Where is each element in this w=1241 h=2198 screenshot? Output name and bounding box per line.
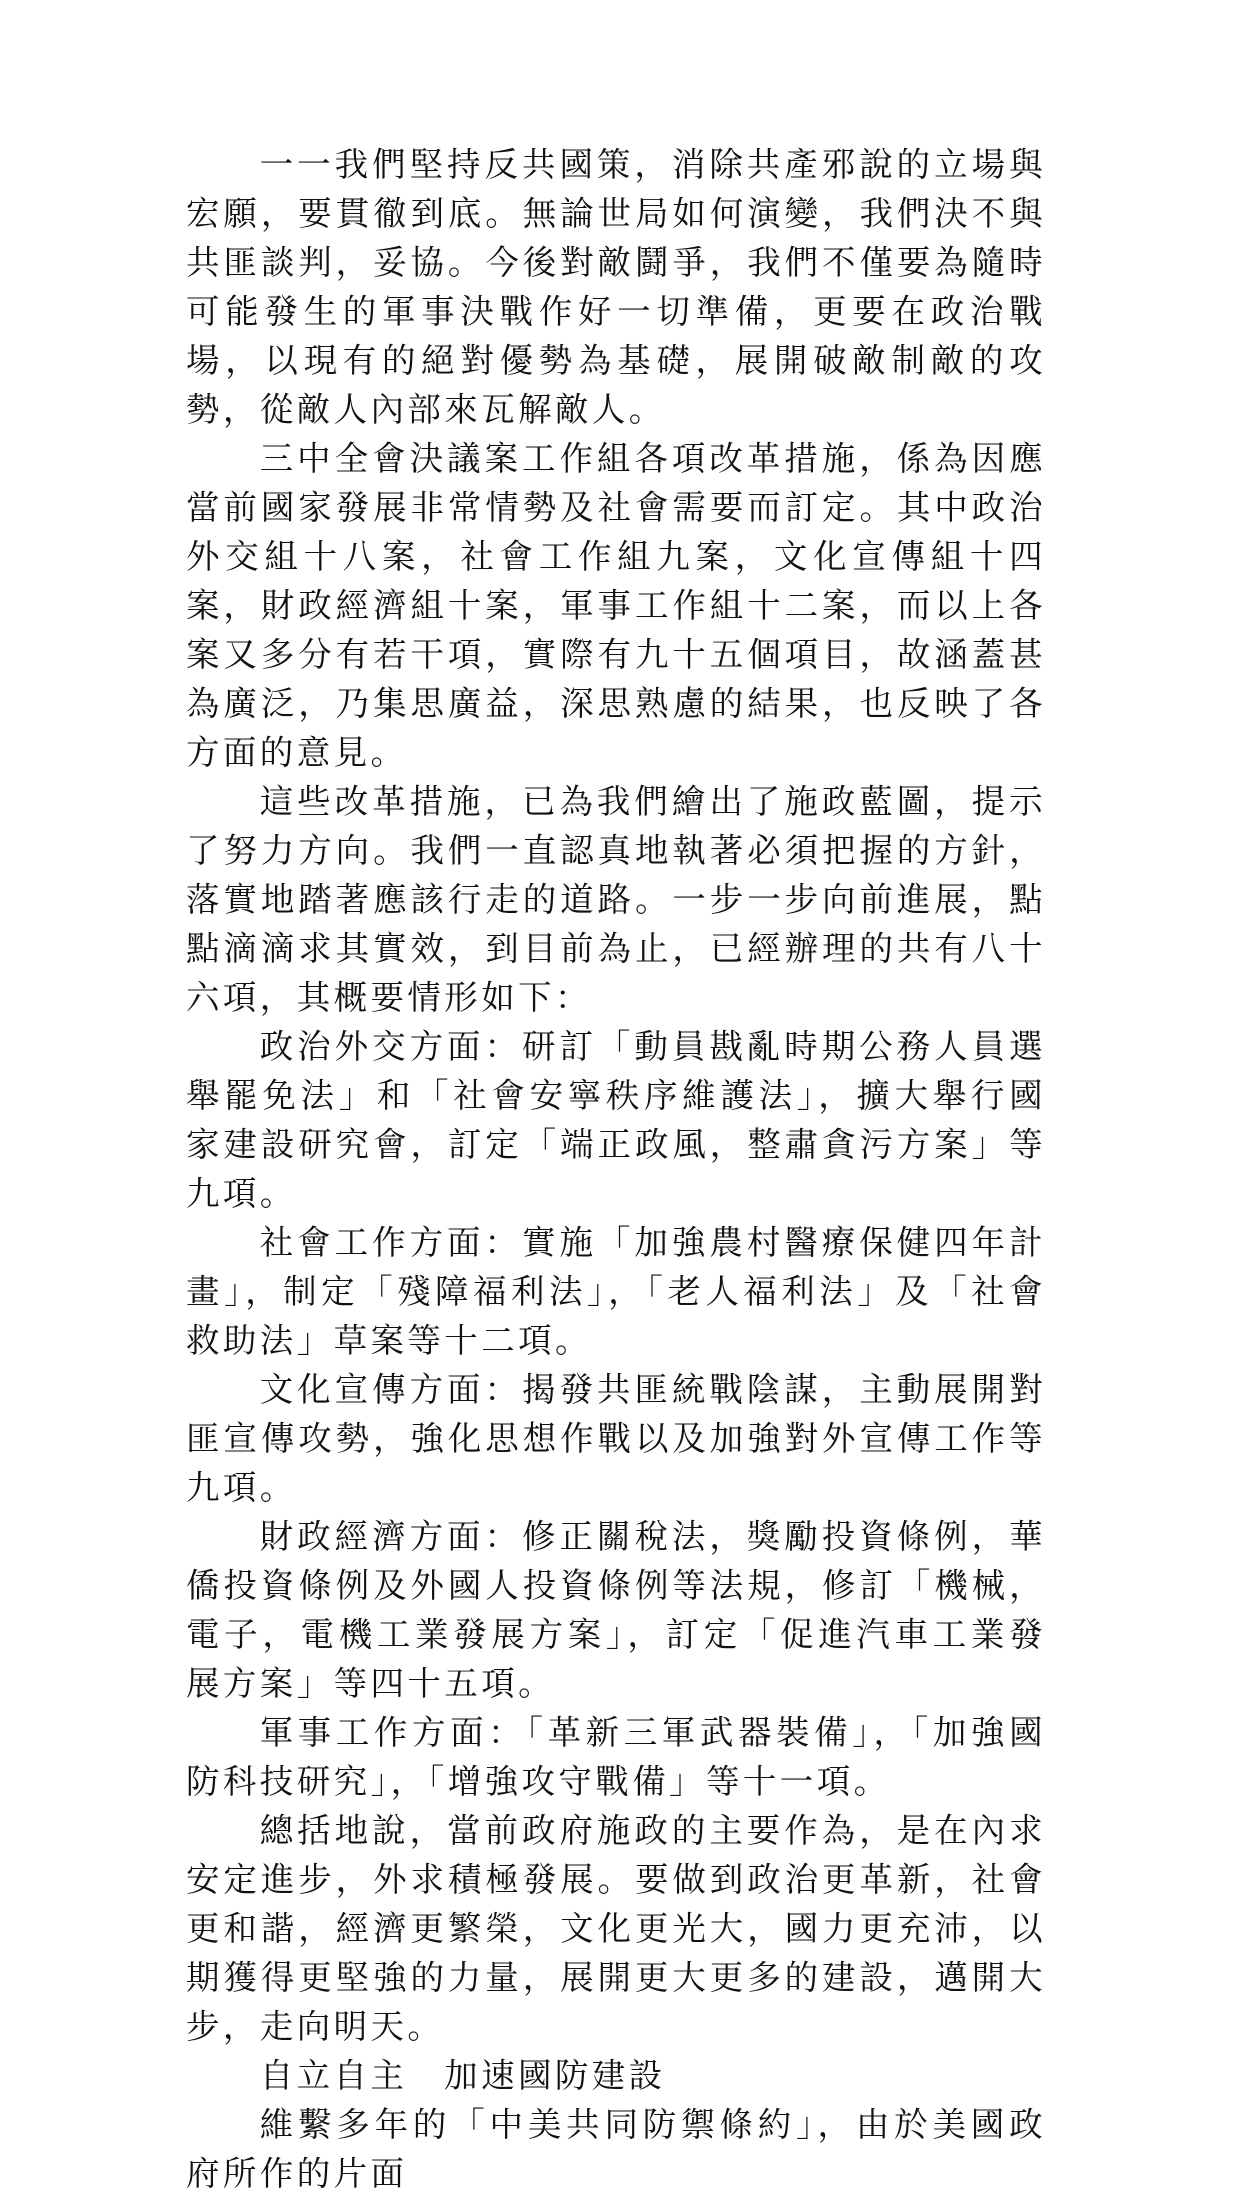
paragraph-cultural-propaganda: 文化宣傳方面：揭發共匪統戰陰謀，主動展開對匪宣傳攻勢，強化思想作戰以及加強對外宣傳工作等九項。	[186, 1370, 1046, 1507]
paragraph-social-work: 社會工作方面：實施「加強農村醫療保健四年計畫」，制定「殘障福利法」，「老人福利法」及「社會救助法」草案等十二項。	[186, 1223, 1046, 1360]
paragraph-reform-measures: 三中全會決議案工作組各項改革措施，係為因應當前國家發展非常情勢及社會需要而訂定。其中政治外交組十八案，社會工作組九案，文化宣傳組十四案，財政經濟組十案，軍事工作組十二案，而以上各案又多分有若干項，實際有九十五個項目，故涵蓋甚為廣泛，乃集思廣益，深思熟慮的結果，也反映了各方面的意見。	[186, 439, 1046, 772]
paragraph-summary: 總括地說，當前政府施政的主要作為，是在內求安定進步，外求積極發展。要做到政治更革新，社會更和諧，經濟更繁榮，文化更光大，國力更充沛，以期獲得更堅強的力量，展開更大更多的建設，邁開大步，走向明天。	[186, 1811, 1046, 2046]
paragraph-political-diplomatic: 政治外交方面：研訂「動員戡亂時期公務人員選舉罷免法」和「社會安寧秩序維護法」，擴大舉行國家建設研究會，訂定「端正政風，整肅貪污方案」等九項。	[186, 1027, 1046, 1213]
document-body	[186, 140, 1046, 2198]
paragraph-closing: 維繫多年的「中美共同防禦條約」，由於美國政府所作的片面	[186, 2105, 1046, 2193]
paragraph-anti-communist-policy: 一一我們堅持反共國策，消除共產邪說的立場與宏願，要貫徹到底。無論世局如何演變，我們決不與共匪談判，妥協。今後對敵鬪爭，我們不僅要為隨時可能發生的軍事決戰作好一切準備，更要在政治戰場，以現有的絕對優勢為基礎，展開破敵制敵的攻勢，從敵人內部來瓦解敵人。	[186, 145, 1046, 429]
paragraph-finance-economy: 財政經濟方面：修正關稅法，獎勵投資條例，華僑投資條例及外國人投資條例等法規，修訂「機械，電子，電機工業發展方案」，訂定「促進汽車工業發展方案」等四十五項。	[186, 1517, 1046, 1703]
paragraph-policy-blueprint: 這些改革措施，已為我們繪出了施政藍圖，提示了努力方向。我們一直認真地執著必須把握的方針，落實地踏著應該行走的道路。一步一步向前進展，點點滴滴求其實效，到目前為止，已經辦理的共有八十六項，其概要情形如下：	[186, 782, 1046, 1017]
section-heading: 自立自主 加速國防建設	[259, 2056, 666, 2095]
paragraph-military-work: 軍事工作方面：「革新三軍武器裝備」，「加強國防科技研究」，「增強攻守戰備」等十一項。	[186, 1713, 1046, 1801]
